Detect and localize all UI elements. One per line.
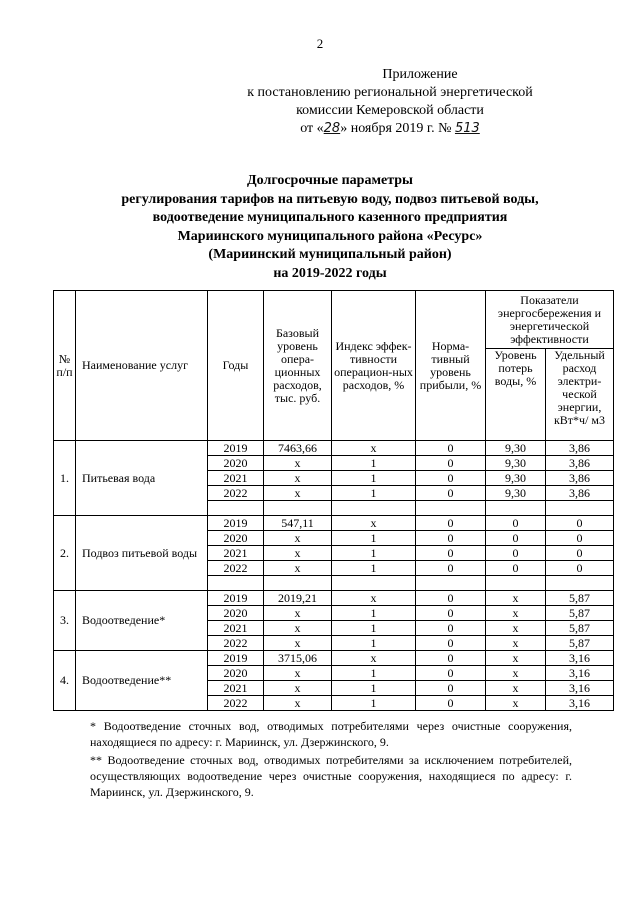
water-loss-cell: 9,30 — [486, 456, 546, 471]
year-cell: 2020 — [208, 606, 264, 621]
specific-energy-cell: 3,86 — [546, 441, 614, 456]
efficiency-index-cell: 1 — [332, 471, 416, 486]
header-efficiency-index: Индекс эффек-тивности операцион-ных расходов, % — [332, 291, 416, 441]
water-loss-cell: 0 — [486, 531, 546, 546]
row-number: 4. — [54, 651, 76, 711]
specific-energy-cell: 0 — [546, 531, 614, 546]
year-cell: 2019 — [208, 441, 264, 456]
empty-cell — [332, 576, 416, 591]
year-cell: 2021 — [208, 621, 264, 636]
date-prefix: от « — [300, 121, 324, 136]
header-base-opex: Базовый уровень опера-ционных расходов, тыс. руб. — [264, 291, 332, 441]
base-opex-cell: x — [264, 561, 332, 576]
header-specific-energy: Удельный расход электри-ческой энергии, кВт*ч/ м3 — [546, 349, 614, 441]
header-service: Наименование услуг — [76, 291, 208, 441]
year-cell: 2022 — [208, 636, 264, 651]
efficiency-index-cell: x — [332, 651, 416, 666]
title-line: (Мариинский муниципальный район) — [208, 247, 452, 262]
base-opex-cell: x — [264, 546, 332, 561]
base-opex-cell: x — [264, 666, 332, 681]
appendix-date-line — [240, 120, 540, 138]
year-cell: 2020 — [208, 456, 264, 471]
base-opex-cell: x — [264, 606, 332, 621]
specific-energy-cell: 3,86 — [546, 486, 614, 501]
header-water-loss: Уровень потерь воды, % — [486, 349, 546, 441]
empty-cell — [208, 576, 264, 591]
year-cell: 2020 — [208, 531, 264, 546]
profit-level-cell: 0 — [416, 696, 486, 711]
base-opex-cell: x — [264, 531, 332, 546]
base-opex-cell: x — [264, 486, 332, 501]
page-number: 2 — [316, 36, 324, 51]
specific-energy-cell: 5,87 — [546, 636, 614, 651]
profit-level-cell: 0 — [416, 561, 486, 576]
water-loss-cell: x — [486, 636, 546, 651]
specific-energy-cell: 3,16 — [546, 696, 614, 711]
base-opex-cell: 3715,06 — [264, 651, 332, 666]
year-cell: 2019 — [208, 651, 264, 666]
water-loss-cell: 0 — [486, 516, 546, 531]
water-loss-cell: 0 — [486, 546, 546, 561]
profit-level-cell: 0 — [416, 606, 486, 621]
efficiency-index-cell: 1 — [332, 531, 416, 546]
empty-cell — [416, 501, 486, 516]
service-name: Водоотведение** — [76, 651, 208, 711]
efficiency-index-cell: 1 — [332, 456, 416, 471]
specific-energy-cell: 3,86 — [546, 456, 614, 471]
efficiency-index-cell: 1 — [332, 696, 416, 711]
empty-cell — [208, 501, 264, 516]
base-opex-cell: x — [264, 456, 332, 471]
profit-level-cell: 0 — [416, 591, 486, 606]
empty-cell — [264, 501, 332, 516]
header-profit-level: Норма-тивный уровень прибыли, % — [416, 291, 486, 441]
water-loss-cell: x — [486, 606, 546, 621]
year-cell: 2022 — [208, 561, 264, 576]
document-title — [60, 172, 600, 283]
title-line: Долгосрочные параметры — [247, 173, 413, 188]
empty-cell — [416, 576, 486, 591]
profit-level-cell: 0 — [416, 681, 486, 696]
header-num: № п/п — [54, 291, 76, 441]
base-opex-cell: x — [264, 681, 332, 696]
base-opex-cell: x — [264, 636, 332, 651]
water-loss-cell: 9,30 — [486, 441, 546, 456]
efficiency-index-cell: 1 — [332, 486, 416, 501]
water-loss-cell: x — [486, 696, 546, 711]
title-line: на 2019-2022 годы — [273, 265, 387, 281]
efficiency-index-cell: 1 — [332, 621, 416, 636]
specific-energy-cell: 3,16 — [546, 681, 614, 696]
efficiency-index-cell: 1 — [332, 636, 416, 651]
year-cell: 2019 — [208, 591, 264, 606]
base-opex-cell: x — [264, 621, 332, 636]
year-cell: 2022 — [208, 696, 264, 711]
water-loss-cell: x — [486, 666, 546, 681]
profit-level-cell: 0 — [416, 621, 486, 636]
water-loss-cell: 9,30 — [486, 486, 546, 501]
profit-level-cell: 0 — [416, 546, 486, 561]
base-opex-cell: 7463,66 — [264, 441, 332, 456]
year-cell: 2022 — [208, 486, 264, 501]
profit-level-cell: 0 — [416, 441, 486, 456]
profit-level-cell: 0 — [416, 651, 486, 666]
appendix-header — [240, 66, 540, 138]
water-loss-cell: x — [486, 621, 546, 636]
row-number: 3. — [54, 591, 76, 651]
header-energy-group: Показатели энергосбережения и энергетической эффективности — [486, 291, 614, 349]
water-loss-cell: x — [486, 681, 546, 696]
specific-energy-cell: 3,16 — [546, 666, 614, 681]
base-opex-cell: x — [264, 471, 332, 486]
year-cell: 2021 — [208, 546, 264, 561]
service-name: Питьевая вода — [76, 441, 208, 516]
title-line: водоотведение муниципального казенного предприятия — [152, 210, 508, 225]
row-number: 1. — [54, 441, 76, 516]
profit-level-cell: 0 — [416, 636, 486, 651]
date-middle: » ноября 2019 г. № — [340, 121, 452, 136]
water-loss-cell: 9,30 — [486, 471, 546, 486]
profit-level-cell: 0 — [416, 486, 486, 501]
tariff-parameters-table — [53, 290, 614, 711]
profit-level-cell: 0 — [416, 516, 486, 531]
specific-energy-cell: 3,86 — [546, 471, 614, 486]
year-cell: 2021 — [208, 681, 264, 696]
base-opex-cell: 2019,21 — [264, 591, 332, 606]
row-number: 2. — [54, 516, 76, 591]
footnote-2: ** Водоотведение сточных вод, отводимых потребителями за исключением потребителей, осуществляющих водоотведение через очистные сооружения, находящиеся по адресу: г. Мариинск, ул. Дзержинского, 9. — [90, 753, 572, 799]
base-opex-cell: x — [264, 696, 332, 711]
profit-level-cell: 0 — [416, 531, 486, 546]
service-name: Водоотведение* — [76, 591, 208, 651]
profit-level-cell: 0 — [416, 471, 486, 486]
efficiency-index-cell: x — [332, 516, 416, 531]
efficiency-index-cell: 1 — [332, 681, 416, 696]
specific-energy-cell: 5,87 — [546, 606, 614, 621]
water-loss-cell: 0 — [486, 561, 546, 576]
efficiency-index-cell: 1 — [332, 606, 416, 621]
specific-energy-cell: 5,87 — [546, 621, 614, 636]
profit-level-cell: 0 — [416, 666, 486, 681]
specific-energy-cell: 0 — [546, 561, 614, 576]
appendix-line-2: к постановлению региональной энергетической — [247, 85, 533, 100]
specific-energy-cell: 0 — [546, 516, 614, 531]
handwritten-number: 513 — [454, 121, 480, 136]
service-name: Подвоз питьевой воды — [76, 516, 208, 591]
header-years: Годы — [208, 291, 264, 441]
footnote-1: * Водоотведение сточных вод, отводимых потребителями через очистные сооружения, находящиеся по адресу: г. Мариинск, ул. Дзержинского, 9. — [90, 719, 572, 749]
year-cell: 2019 — [208, 516, 264, 531]
base-opex-cell: 547,11 — [264, 516, 332, 531]
efficiency-index-cell: 1 — [332, 561, 416, 576]
appendix-title: Приложение — [382, 67, 458, 82]
specific-energy-cell: 0 — [546, 546, 614, 561]
empty-cell — [264, 576, 332, 591]
year-cell: 2020 — [208, 666, 264, 681]
table-row — [54, 651, 614, 666]
table-row — [54, 441, 614, 456]
year-cell: 2021 — [208, 471, 264, 486]
profit-level-cell: 0 — [416, 456, 486, 471]
efficiency-index-cell: 1 — [332, 546, 416, 561]
title-line: регулирования тарифов на питьевую воду, подвоз питьевой воды, — [121, 191, 539, 207]
table-row — [54, 516, 614, 531]
table-row — [54, 591, 614, 606]
empty-cell — [486, 576, 546, 591]
appendix-line-3: комиссии Кемеровской области — [296, 103, 484, 118]
empty-cell — [546, 576, 614, 591]
efficiency-index-cell: x — [332, 591, 416, 606]
efficiency-index-cell: x — [332, 441, 416, 456]
handwritten-day: 28 — [323, 121, 341, 136]
empty-cell — [486, 501, 546, 516]
title-line: Мариинского муниципального района «Ресурс» — [177, 228, 483, 244]
water-loss-cell: x — [486, 591, 546, 606]
specific-energy-cell: 3,16 — [546, 651, 614, 666]
efficiency-index-cell: 1 — [332, 666, 416, 681]
water-loss-cell: x — [486, 651, 546, 666]
empty-cell — [546, 501, 614, 516]
specific-energy-cell: 5,87 — [546, 591, 614, 606]
empty-cell — [332, 501, 416, 516]
